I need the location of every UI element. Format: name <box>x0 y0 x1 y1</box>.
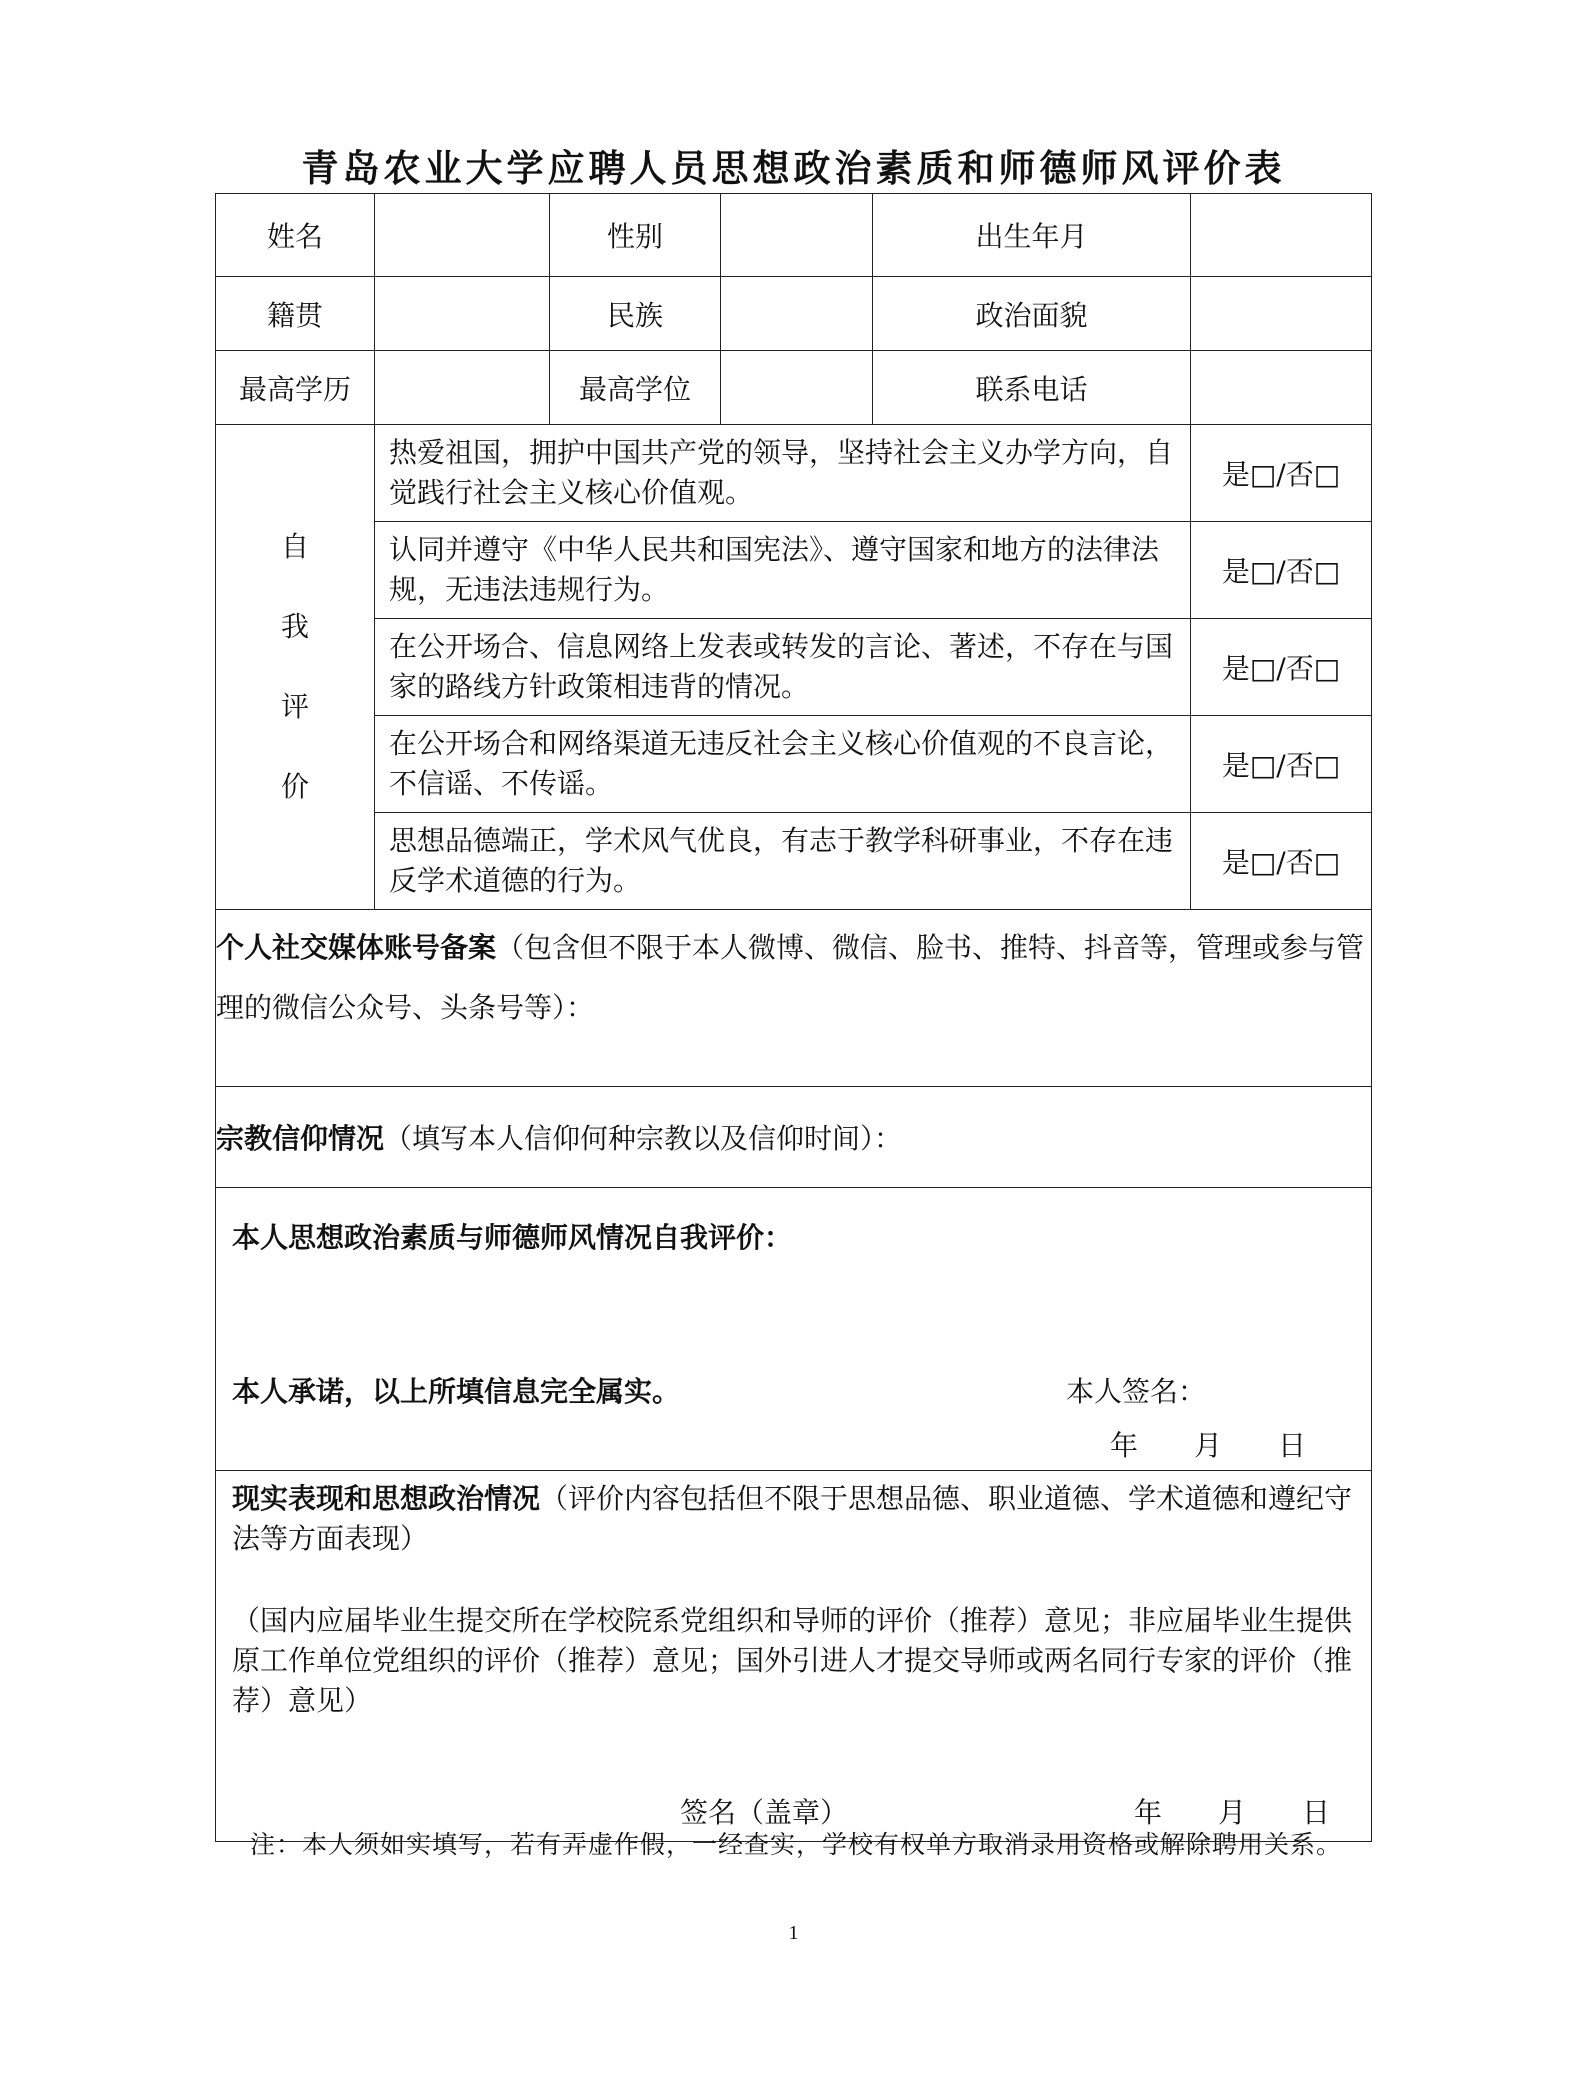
degree-label: 最高学位 <box>550 351 721 425</box>
row-native <box>216 277 1372 351</box>
criterion-row <box>216 522 1372 619</box>
political-label: 政治面貌 <box>873 277 1191 351</box>
birth-label: 出生年月 <box>873 194 1191 277</box>
phone-field[interactable] <box>1191 351 1372 425</box>
criterion-text: 在公开场合和网络渠道无违反社会主义核心价值观的不良言论，不信谣、不传谣。 <box>375 716 1191 813</box>
self-summary-cell[interactable] <box>216 1188 1372 1471</box>
gender-field[interactable] <box>721 194 873 277</box>
gender-label: 性别 <box>550 194 721 277</box>
social-media-heading: 个人社交媒体账号备案 <box>216 931 497 964</box>
pledge-text: 本人承诺，以上所填信息完全属实。 <box>232 1375 681 1408</box>
yes-no-checkbox[interactable]: 是□/否□ <box>1191 619 1372 716</box>
name-label: 姓名 <box>216 194 375 277</box>
page-title: 青岛农业大学应聘人员思想政治素质和师德师风评价表 <box>301 146 1286 190</box>
reality-note: （国内应届毕业生提交所在学校院系党组织和导师的评价（推荐）意见；非应届毕业生提供原工作单位党组织的评价（推荐）意见；国外引进人才提交导师或两名同行专家的评价（推荐）意见） <box>232 1604 1353 1717</box>
page-number: 1 <box>788 1922 799 1944</box>
self-summary-heading: 本人思想政治素质与师德师风情况自我评价： <box>232 1221 793 1254</box>
social-media-instruction: （包含但不限于本人微博、微信、脸书、推特、抖音等，管理或参与管理的微信公众号、头条号等）： <box>216 931 1365 1024</box>
self-eval-char: 价 <box>280 770 309 803</box>
social-media-cell[interactable] <box>216 910 1372 1087</box>
yes-no-checkbox[interactable]: 是□/否□ <box>1191 425 1372 522</box>
row-education <box>216 351 1372 425</box>
self-summary-row <box>216 1188 1372 1471</box>
reality-heading: 现实表现和思想政治情况 <box>232 1482 541 1515</box>
self-eval-label <box>216 425 375 910</box>
criterion-text: 在公开场合、信息网络上发表或转发的言论、著述，不存在与国家的路线方针政策相违背的情况。 <box>375 619 1191 716</box>
reality-instruction: （评价内容包括但不限于思想品德、职业道德、学术道德和遵纪守法等方面表现） <box>232 1482 1353 1555</box>
self-eval-char: 我 <box>280 610 309 643</box>
self-signature-label: 本人签名： <box>1066 1375 1207 1408</box>
self-signature-date: 年 月 日 <box>1110 1429 1307 1462</box>
religion-cell[interactable] <box>216 1087 1372 1188</box>
criterion-text: 认同并遵守《中华人民共和国宪法》、遵守国家和地方的法律法规，无违法违规行为。 <box>375 522 1191 619</box>
seal-signature-label: 签名（盖章） <box>680 1796 849 1829</box>
seal-signature-date: 年 月 日 <box>1134 1796 1331 1829</box>
criterion-row <box>216 813 1372 910</box>
footnote: 注：本人须如实填写，若有弄虚作假，一经查实，学校有权单方取消录用资格或解除聘用关系。 <box>250 1830 1343 1859</box>
native-label: 籍贯 <box>216 277 375 351</box>
yes-no-checkbox[interactable]: 是□/否□ <box>1191 522 1372 619</box>
yes-no-checkbox[interactable]: 是□/否□ <box>1191 813 1372 910</box>
criterion-row <box>216 425 1372 522</box>
self-eval-char: 自 <box>280 530 309 563</box>
yes-no-checkbox[interactable]: 是□/否□ <box>1191 716 1372 813</box>
criterion-text: 热爱祖国，拥护中国共产党的领导，坚持社会主义办学方向，自觉践行社会主义核心价值观。 <box>375 425 1191 522</box>
religion-heading: 宗教信仰情况 <box>216 1122 385 1155</box>
name-field[interactable] <box>375 194 550 277</box>
religion-instruction: （填写本人信仰何种宗教以及信仰时间）： <box>384 1122 903 1155</box>
native-field[interactable] <box>375 277 550 351</box>
criterion-row <box>216 716 1372 813</box>
reality-cell[interactable] <box>216 1471 1372 1842</box>
self-eval-char: 评 <box>280 690 309 723</box>
birth-field[interactable] <box>1191 194 1372 277</box>
social-media-row <box>216 910 1372 1087</box>
phone-label: 联系电话 <box>873 351 1191 425</box>
degree-field[interactable] <box>721 351 873 425</box>
ethnic-field[interactable] <box>721 277 873 351</box>
education-field[interactable] <box>375 351 550 425</box>
evaluation-form-table <box>215 193 1372 1842</box>
criterion-row <box>216 619 1372 716</box>
row-name <box>216 194 1372 277</box>
education-label: 最高学历 <box>216 351 375 425</box>
criterion-text: 思想品德端正，学术风气优良，有志于教学科研事业，不存在违反学术道德的行为。 <box>375 813 1191 910</box>
reality-row <box>216 1471 1372 1842</box>
ethnic-label: 民族 <box>550 277 721 351</box>
reality-intro <box>232 1479 1355 1559</box>
religion-row <box>216 1087 1372 1188</box>
political-field[interactable] <box>1191 277 1372 351</box>
